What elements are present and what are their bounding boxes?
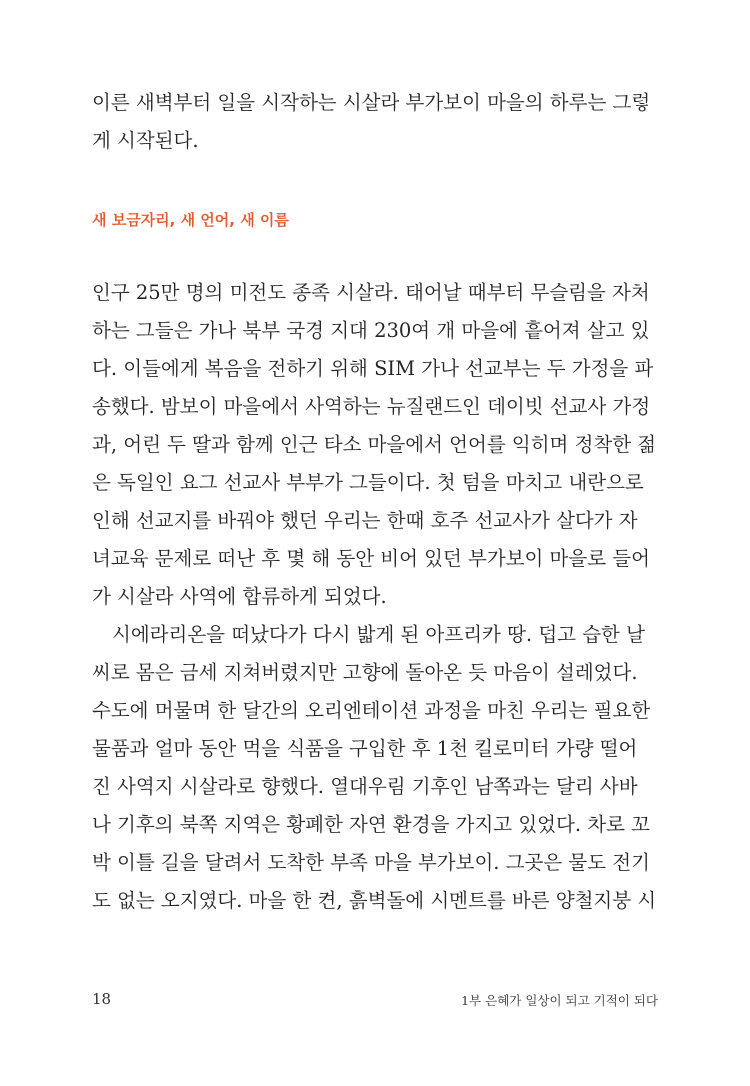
running-title: 1부 은혜가 일상이 되고 기적이 되다 <box>461 993 658 1008</box>
intro-line: 게 시작된다. <box>92 129 199 152</box>
page-number: 18 <box>92 990 112 1008</box>
body-line: 다. 이들에게 복음을 전하기 위해 SIM 가나 선교부는 두 가정을 파 <box>92 357 654 380</box>
body-line: 씨로 몸은 금세 지쳐버렸지만 고향에 돌아온 듯 마음이 설레었다. <box>92 661 638 684</box>
section-heading: 새 보금자리, 새 언어, 새 이름 <box>92 211 289 229</box>
body-line: 인구 25만 명의 미전도 종족 시살라. 태어날 때부터 무슬림을 자처 <box>92 281 650 304</box>
body-line: 은 독일인 요그 선교사 부부가 그들이다. 첫 텀을 마치고 내란으로 <box>92 471 644 494</box>
body-line: 도 없는 오지였다. 마을 한 켠, 흙벽돌에 시멘트를 바른 양철지붕 시 <box>92 889 657 912</box>
body-line: 녀교육 문제로 떠난 후 몇 해 동안 비어 있던 부가보이 마을로 들어 <box>92 547 650 570</box>
body-line: 가 시살라 사역에 합류하게 되었다. <box>92 585 387 608</box>
intro-line: 이른 새벽부터 일을 시작하는 시살라 부가보이 마을의 하루는 그렇 <box>92 91 651 114</box>
body-line: 인해 선교지를 바꿔야 했던 우리는 한때 호주 선교사가 살다가 자 <box>92 509 638 532</box>
body-line: 과, 어린 두 딸과 함께 인근 타소 마을에서 언어를 익히며 정착한 젊 <box>92 433 657 456</box>
body-line-indented: 시에라리온을 떠났다가 다시 밟게 된 아프리카 땅. 덥고 습한 날 <box>112 623 645 646</box>
body-line: 송했다. 밤보이 마을에서 사역하는 뉴질랜드인 데이빗 선교사 가정 <box>92 395 651 418</box>
body-line: 수도에 머물며 한 달간의 오리엔테이션 과정을 마친 우리는 필요한 <box>92 699 651 722</box>
body-line: 하는 그들은 가나 북부 국경 지대 230여 개 마을에 흩어져 살고 있 <box>92 319 650 342</box>
body-line: 나 기후의 북쪽 지역은 황폐한 자연 환경을 가지고 있었다. 차로 꼬 <box>92 813 650 836</box>
body-line: 진 사역지 시살라로 향했다. 열대우림 기후인 남쪽과는 달리 사바 <box>92 775 638 798</box>
body-line: 박 이틀 길을 달려서 도착한 부족 마을 부가보이. 그곳은 물도 전기 <box>92 851 650 874</box>
body-line: 물품과 얼마 동안 먹을 식품을 구입한 후 1천 킬로미터 가량 떨어 <box>92 737 638 760</box>
